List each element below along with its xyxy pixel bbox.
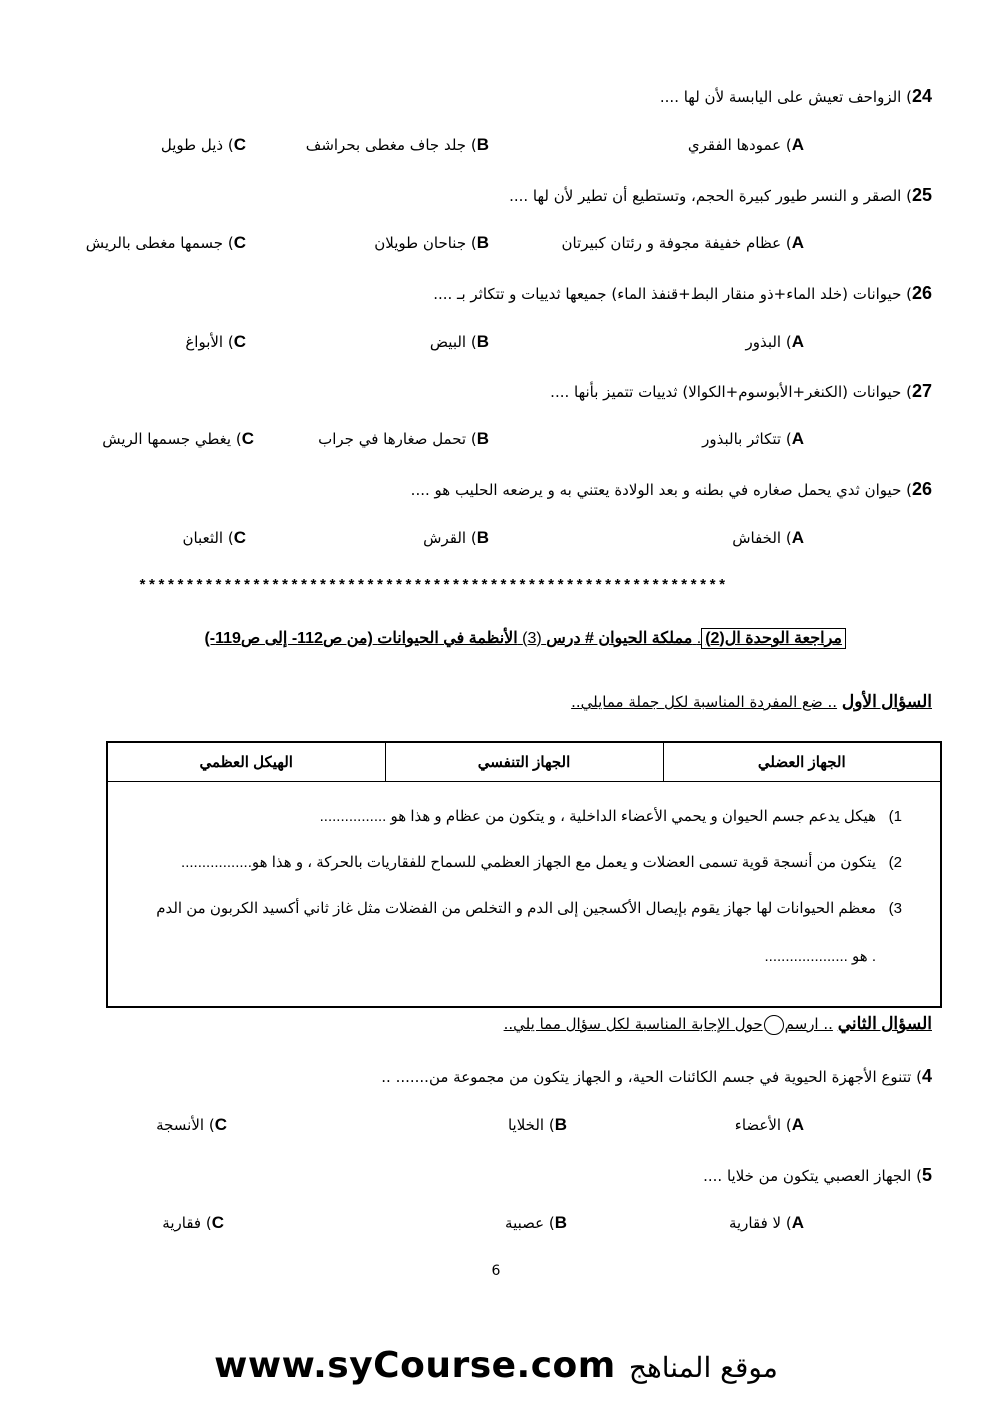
option-b: B) القرش [423,528,489,547]
page-range: (من ص112- إلى ص119-) [204,630,373,647]
word-muscular-system: الجهاز العضلي [663,742,941,782]
option-a: A) الأعضاء [734,1115,804,1134]
separator-line: ************************************************************** [138,578,728,595]
statement-2: 2)يتكون من أنسجة قوية تسمى العضلات و يعمل مع الجهاز العظمي للسماح للفقاريات بالحركة ، و هذا هو................. [181,854,902,871]
statement-3-continued: . هو .................... [764,948,876,965]
statement-3: 3)معظم الحيوانات لها جهاز يقوم بإيصال الأكسجين إلى الدم و التخلص من الفضلات مثل غاز ثاني أكسيد الكربون من الدم [156,900,902,917]
question-28: 26) حيوان ثدي يحمل صغاره في بطنه و بعد الولادة يعتني به و يرضعه الحليب هو .... [410,479,932,499]
option-c: C) الأبواغ [185,332,246,351]
question-26: 26) حيوانات (خلد الماء+ذو منقار البط+قنفذ الماء) جميعها ثدييات و تتكاثر بـ .... [433,283,932,303]
option-b: B) جناحان طويلان [374,233,489,252]
question-27: 27) حيوانات (الكنغر+الأبوسوم+الكوالا) ثدييات تتميز بأنها .... [550,381,932,401]
section-2-header: السؤال الثاني .. ارسمحول الإجابة المناسبة لكل سؤال مما يلي.. [503,1014,932,1033]
question-4: 4) تتنوع الأجهزة الحيوية في جسم الكائنات الحية، و الجهاز يتكون من مجموعة من....... .. [381,1066,932,1086]
option-c: C) يغطي جسمها الريش [102,429,254,448]
option-b: B) عصبية [505,1213,567,1232]
word-bank-table [106,741,942,1008]
statements-area [107,782,941,1008]
word-skeleton: الهيكل العظمي [107,742,385,782]
lesson-topic: الأنظمة في الحيوانات [377,630,518,647]
unit-label: مراجعة الوحدة ال(2) [701,628,846,649]
footer-url[interactable]: www.syCourse.com [214,1345,616,1386]
option-b: B) تحمل صغارها في جراب [318,429,489,448]
unit-title: مملكة الحيوان # درس [546,630,693,647]
page-number: 6 [491,1263,501,1279]
option-b: B) البيض [429,332,489,351]
option-a: A) عمودها الفقري [687,135,804,154]
option-c: C) ذيل طويل [160,135,246,154]
footer-site-name: موقع المناهج [628,1351,778,1384]
section-1-header: السؤال الأول .. ضع المفردة المناسبة لكل جملة ممايلي.. [571,692,932,711]
option-b: B) جلد جاف مغطى بحراشف [305,135,489,154]
option-a: A) تتكاثر بالبذور [702,429,804,448]
question-5: 5) الجهاز العصبي يتكون من خلايا .... [703,1165,932,1185]
footer-watermark [0,1345,992,1386]
option-a: A) لا فقارية [728,1213,804,1232]
option-c: C) جسمها مغطى بالريش [85,233,246,252]
option-c: C) فقارية [162,1213,224,1232]
option-a: A) عظام خفيفة مجوفة و رئتان كبيرتان [561,233,804,252]
option-a: A) الخفاش [732,528,804,547]
option-a: A) البذور [745,332,804,351]
word-respiratory-system: الجهاز التنفسي [385,742,663,782]
option-c: C) الثعبان [182,528,246,547]
option-c: C) الأنسجة [156,1115,227,1134]
circle-icon [764,1015,784,1035]
unit-heading: مراجعة الوحدة ال(2). مملكة الحيوان # درس (3) الأنظمة في الحيوانات (من ص112- إلى ص119-) [204,628,846,648]
statement-1: 1)هيكل يدعم جسم الحيوان و يحمي الأعضاء الداخلية ، و يتكون من عظام و هذا هو ................ [319,808,902,825]
question-25: 25) الصقر و النسر طيور كبيرة الحجم، وتستطيع أن تطير لأن لها .... [509,185,932,205]
option-b: B) الخلايا [507,1115,567,1134]
question-24: 24) الزواحف تعيش على اليابسة لأن لها .... [659,86,932,106]
